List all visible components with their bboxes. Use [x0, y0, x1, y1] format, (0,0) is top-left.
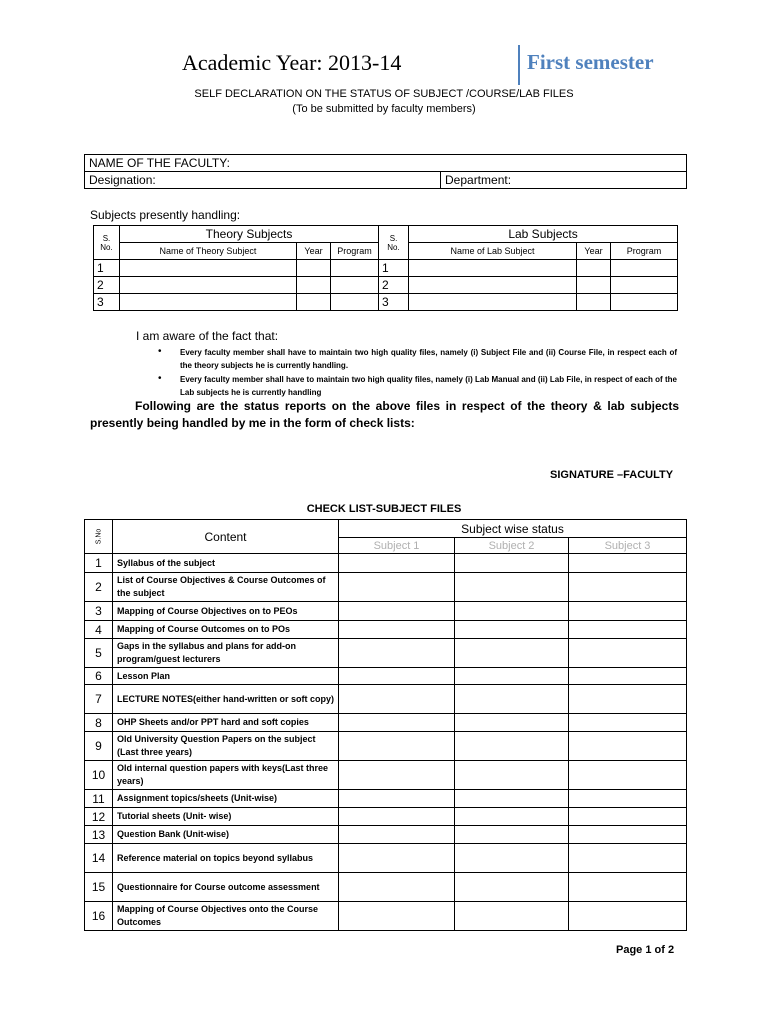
theory-program-column-header: Program	[331, 243, 379, 260]
faculty-signature-label: SIGNATURE –FACULTY	[550, 469, 674, 481]
checklist-row-number: 13	[85, 826, 113, 844]
theory-row-number: 1	[94, 260, 120, 277]
subject-3-status-cell[interactable]	[569, 639, 687, 668]
theory-program-cell[interactable]	[331, 277, 379, 294]
checklist-table	[84, 519, 687, 931]
subject-3-status-cell[interactable]	[569, 873, 687, 902]
checklist-item-content: Syllabus of the subject	[113, 554, 339, 573]
designation-field[interactable]: Designation:	[85, 172, 441, 189]
subject-2-status-cell[interactable]	[455, 732, 569, 761]
checklist-row	[85, 808, 687, 826]
subject-2-status-cell[interactable]	[455, 573, 569, 602]
subject-2-status-cell[interactable]	[455, 808, 569, 826]
theory-subject-cell[interactable]	[120, 277, 297, 294]
checklist-row-number: 15	[85, 873, 113, 902]
checklist-row	[85, 621, 687, 639]
subject-1-status-cell[interactable]	[339, 639, 455, 668]
subject-3-status-cell[interactable]	[569, 714, 687, 732]
checklist-row	[85, 732, 687, 761]
semester-heading: First semester	[527, 50, 654, 74]
status-report-statement: Following are the status reports on the above files in respect of the theory & lab subjects presently being handled by me in the form of check lists:	[90, 399, 679, 430]
subject-1-status-cell[interactable]	[339, 685, 455, 714]
checklist-row-number: 14	[85, 844, 113, 873]
checklist-row-number: 12	[85, 808, 113, 826]
department-field[interactable]: Department:	[441, 172, 687, 189]
theory-program-cell[interactable]	[331, 294, 379, 311]
theory-subjects-header: Theory Subjects	[120, 226, 379, 243]
checklist-item-content: Mapping of Course Objectives on to PEOs	[113, 602, 339, 621]
theory-row-number: 2	[94, 277, 120, 294]
theory-year-cell[interactable]	[297, 294, 331, 311]
lab-subject-cell[interactable]	[409, 277, 577, 294]
checklist-item-content: Reference material on topics beyond syllabus	[113, 844, 339, 873]
checklist-item-content: LECTURE NOTES(either hand-written or soft copy)	[113, 685, 339, 714]
lab-year-cell[interactable]	[577, 260, 611, 277]
subject-1-status-cell[interactable]	[339, 826, 455, 844]
theory-row-number: 3	[94, 294, 120, 311]
lab-row-number: 2	[379, 277, 409, 294]
checklist-row-number: 1	[85, 554, 113, 573]
theory-program-cell[interactable]	[331, 260, 379, 277]
checklist-row-number: 5	[85, 639, 113, 668]
checklist-row-number: 16	[85, 902, 113, 931]
checklist-item-content: Old internal question papers with keys(Last three years)	[113, 761, 339, 790]
subject-1-status-cell[interactable]	[339, 902, 455, 931]
header-divider	[518, 45, 520, 85]
theory-year-cell[interactable]	[297, 277, 331, 294]
checklist-row	[85, 685, 687, 714]
checklist-row-number: 8	[85, 714, 113, 732]
checklist-item-content: Mapping of Course Outcomes on to POs	[113, 621, 339, 639]
checklist-item-content: List of Course Objectives & Course Outcomes of the subject	[113, 573, 339, 602]
checklist-item-content: OHP Sheets and/or PPT hard and soft copies	[113, 714, 339, 732]
subject-3-status-cell[interactable]	[569, 621, 687, 639]
subject-3-status-cell[interactable]	[569, 902, 687, 931]
checklist-row-number: 11	[85, 790, 113, 808]
page-number: Page 1 of 2	[616, 944, 675, 956]
theory-subject-cell[interactable]	[120, 294, 297, 311]
checklist-row	[85, 902, 687, 931]
checklist-row	[85, 873, 687, 902]
subject-3-status-cell[interactable]	[569, 790, 687, 808]
subject-1-status-cell[interactable]	[339, 602, 455, 621]
checklist-row-number: 9	[85, 732, 113, 761]
lab-program-column-header: Program	[611, 243, 678, 260]
lab-year-cell[interactable]	[577, 294, 611, 311]
checklist-item-content: Gaps in the syllabus and plans for add-on program/guest lecturers	[113, 639, 339, 668]
subjects-table	[93, 225, 678, 311]
declaration-title: SELF DECLARATION ON THE STATUS OF SUBJECT /COURSE/LAB FILES	[194, 88, 574, 100]
lab-sno-header: S. No.	[379, 226, 409, 260]
lab-name-column-header: Name of Lab Subject	[409, 243, 577, 260]
subject-row	[94, 294, 678, 311]
theory-name-column-header: Name of Theory Subject	[120, 243, 297, 260]
checklist-row	[85, 826, 687, 844]
checklist-row-number: 2	[85, 573, 113, 602]
subject-2-status-cell[interactable]	[455, 639, 569, 668]
subject-2-status-cell[interactable]	[455, 844, 569, 873]
checklist-row	[85, 639, 687, 668]
subject-3-status-cell[interactable]	[569, 844, 687, 873]
checklist-row	[85, 573, 687, 602]
checklist-row	[85, 668, 687, 685]
theory-year-column-header: Year	[297, 243, 331, 260]
checklist-row-number: 3	[85, 602, 113, 621]
checklist-row-number: 10	[85, 761, 113, 790]
subject-2-status-cell[interactable]	[455, 668, 569, 685]
subject-1-status-cell[interactable]	[339, 873, 455, 902]
faculty-details-table	[84, 154, 687, 189]
lab-subject-cell[interactable]	[409, 294, 577, 311]
subject-2-status-cell[interactable]	[455, 685, 569, 714]
subject-2-status-cell[interactable]	[455, 714, 569, 732]
lab-year-cell[interactable]	[577, 277, 611, 294]
subject-3-status-cell[interactable]	[569, 732, 687, 761]
subject-2-status-cell[interactable]	[455, 826, 569, 844]
subject-2-status-cell[interactable]	[455, 902, 569, 931]
checklist-item-content: Old University Question Papers on the subject (Last three years)	[113, 732, 339, 761]
lab-subject-cell[interactable]	[409, 260, 577, 277]
subject-1-status-cell[interactable]	[339, 554, 455, 573]
subject-2-status-cell[interactable]	[455, 602, 569, 621]
checklist-item-content: Lesson Plan	[113, 668, 339, 685]
subject-1-status-cell[interactable]	[339, 621, 455, 639]
awareness-intro: I am aware of the fact that:	[136, 329, 279, 343]
lab-program-cell[interactable]	[611, 277, 678, 294]
subject-1-status-cell[interactable]	[339, 732, 455, 761]
subject-3-status-cell[interactable]	[569, 808, 687, 826]
subject-wise-status-header: Subject wise status	[339, 520, 687, 538]
theory-year-cell[interactable]	[297, 260, 331, 277]
awareness-bullet-1: Every faculty member shall have to maintain two high quality files, namely (i) Subject File and (ii) Course File, in respect each of the theory subjects he is currently handling.	[180, 348, 677, 370]
subjects-handling-label: Subjects presently handling:	[90, 208, 241, 222]
subject-3-status-cell[interactable]	[569, 668, 687, 685]
subject-2-header: Subject 2	[455, 538, 569, 554]
subject-2-status-cell[interactable]	[455, 790, 569, 808]
subject-3-status-cell[interactable]	[569, 554, 687, 573]
subject-1-status-cell[interactable]	[339, 761, 455, 790]
subject-3-header: Subject 3	[569, 538, 687, 554]
lab-program-cell[interactable]	[611, 294, 678, 311]
checklist-row	[85, 790, 687, 808]
academic-year-heading: Academic Year: 2013-14	[182, 50, 402, 75]
checklist-row-number: 4	[85, 621, 113, 639]
checklist-row	[85, 602, 687, 621]
subject-1-status-cell[interactable]	[339, 714, 455, 732]
checklist-content-header: Content	[113, 520, 339, 554]
checklist-row	[85, 761, 687, 790]
subject-2-status-cell[interactable]	[455, 873, 569, 902]
lab-subjects-header: Lab Subjects	[409, 226, 678, 243]
subject-1-status-cell[interactable]	[339, 790, 455, 808]
declaration-subtitle: (To be submitted by faculty members)	[292, 103, 476, 115]
checklist-row	[85, 844, 687, 873]
lab-year-column-header: Year	[577, 243, 611, 260]
subject-1-status-cell[interactable]	[339, 808, 455, 826]
theory-subject-cell[interactable]	[120, 260, 297, 277]
subject-1-status-cell[interactable]	[339, 844, 455, 873]
subject-1-header: Subject 1	[339, 538, 455, 554]
subject-3-status-cell[interactable]	[569, 602, 687, 621]
subject-2-status-cell[interactable]	[455, 761, 569, 790]
subject-1-status-cell[interactable]	[339, 668, 455, 685]
subject-3-status-cell[interactable]	[569, 685, 687, 714]
checklist-row	[85, 554, 687, 573]
checklist-title: CHECK LIST-SUBJECT FILES	[306, 503, 462, 515]
subject-row	[94, 260, 678, 277]
lab-row-number: 3	[379, 294, 409, 311]
bullet-icon: •	[158, 373, 162, 384]
checklist-item-content: Questionnaire for Course outcome assessment	[113, 873, 339, 902]
subject-2-status-cell[interactable]	[455, 554, 569, 573]
subject-3-status-cell[interactable]	[569, 573, 687, 602]
checklist-item-content: Assignment topics/sheets (Unit-wise)	[113, 790, 339, 808]
lab-row-number: 1	[379, 260, 409, 277]
checklist-sno-header: S.No	[85, 520, 113, 554]
subject-row	[94, 277, 678, 294]
subject-1-status-cell[interactable]	[339, 573, 455, 602]
checklist-row-number: 7	[85, 685, 113, 714]
awareness-bullet-2: Every faculty member shall have to maintain two high quality files, namely (i) Lab Manual and (ii) Lab File, in respect of each of the Lab subjects he is currently handling	[180, 375, 677, 397]
checklist-row-number: 6	[85, 668, 113, 685]
subject-3-status-cell[interactable]	[569, 761, 687, 790]
faculty-name-field[interactable]: NAME OF THE FACULTY:	[85, 155, 687, 172]
bullet-icon: •	[158, 346, 162, 357]
subject-2-status-cell[interactable]	[455, 621, 569, 639]
checklist-item-content: Tutorial sheets (Unit- wise)	[113, 808, 339, 826]
theory-sno-header: S. No.	[94, 226, 120, 260]
lab-program-cell[interactable]	[611, 260, 678, 277]
checklist-item-content: Question Bank (Unit-wise)	[113, 826, 339, 844]
checklist-row	[85, 714, 687, 732]
checklist-item-content: Mapping of Course Objectives onto the Course Outcomes	[113, 902, 339, 931]
subject-3-status-cell[interactable]	[569, 826, 687, 844]
